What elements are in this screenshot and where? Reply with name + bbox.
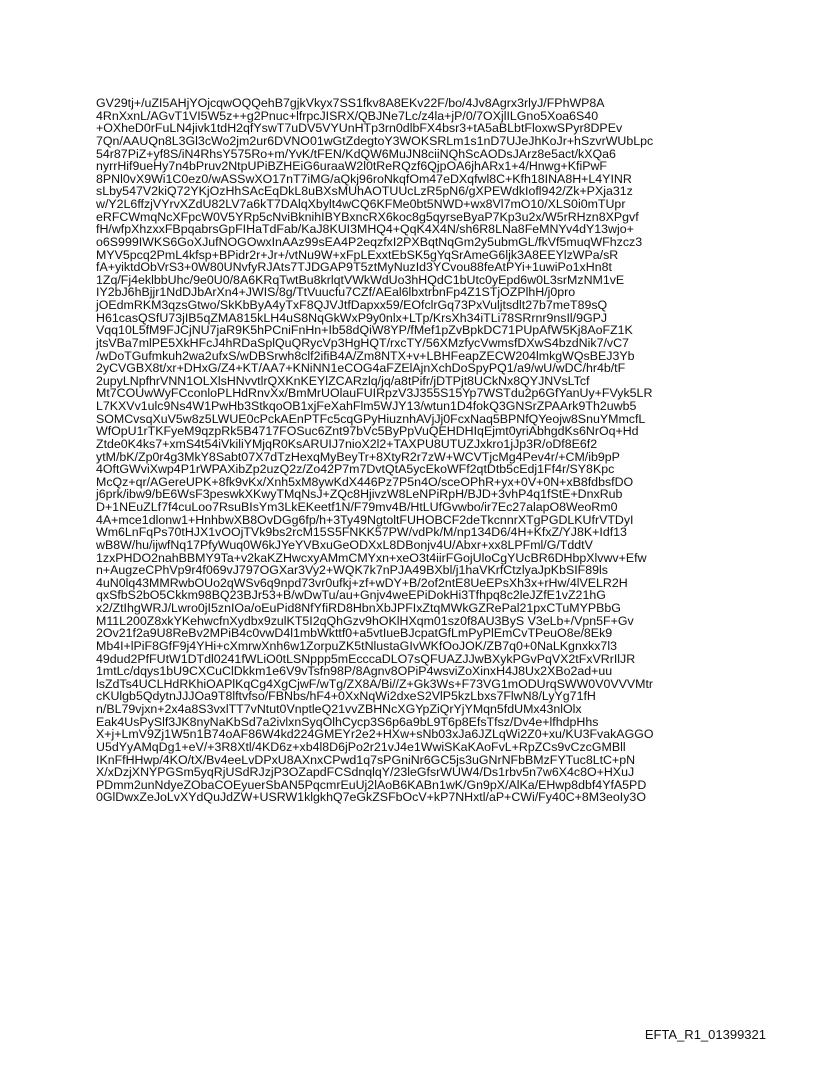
text-line: o6S999IWKS6GoXJufNOGOwxInAAz99sEA4P2eqzfxI2PXBqtNqGm2y5ubmGL/fkVf5muqWFhzcz3 <box>96 234 643 249</box>
text-line: eRFCWmqNcXFpcW0V5YRp5cNviBknihIBYBxncRX6koc8g5qyrseByaP7Kp3u2x/W5rRHzn8XPgvf <box>96 209 639 224</box>
text-line: 4OftGWviXwp4P1rWPAXibZp2uzQ2z/Zo42P7m7DvtQtA5ycEkoWFf2qtDtb5cEdj1Ff4r/SY8Kpc <box>96 462 615 477</box>
text-line: jtsVBa7mlPE5XkHFcJ4hRDaSplQuQRycVp3HgHQT/rxcTY/56XMzfycVwmsfDXwS4bzdNik7/vC7 <box>96 335 629 350</box>
document-id-label: EFTA_R1_01399321 <box>644 1027 766 1042</box>
text-line: Eak4UsPySlf3JK8nyNaKbSd7a2ivlxnSyqOlhCycp3S6p6a9bL9T6p8EfsTfsz/Dv4e+lfhdpHhs <box>96 714 599 729</box>
text-line: MYV5pcq2PmL4kfsp+BPidr2r+Jr+/vtNu9W+xFpLExxtEbSK5gYqSrAmeG6ljk3A8EEYlzWPa/sR <box>96 247 619 262</box>
text-line: M11L200Z8xkYKehwcfnXydbx9zulKT5I2qQhGzv9hOKlHXqm01sz0f8AU3ByS V3eLb+/Vpn5F+Gv <box>96 613 634 628</box>
text-line: x2/ZtIhgWRJ/Lwro0jI5znIOa/oEuPid8NfYfiRD8HbnXbJPFIxZtqMWkGZRePal21pxCTuMYPBbG <box>96 601 621 615</box>
text-line: Mb4I+lPiF8GfF9j4YHi+cXmrwXnh6w1ZorpuZK5tNlustaGIvWKfOoJOK/ZB7q0+0NaLKgnxkx7l3 <box>96 638 617 653</box>
encoded-text-block <box>96 97 756 804</box>
text-line: 1Zq/Fj4eklbbUhc/9e0U0/8A6KRqTwtBu8krlqtVWkWdUo3hHQdC1bUtc0yEpd6w0L3srMzNM1vE <box>96 272 625 287</box>
text-line: Mt7COUwWyFCconloPLHdRnvXx/BmMrUOlauFUIRpzV3J355S15Yp7WSTdu2p6GfYanUy+FVyk5LR <box>96 386 653 401</box>
text-line: /wDoTGufmkuh2wa2ufxS/wDBSrwh8clf2ifiB4A/Zm8NTX+v+LBHFeapZECW204lmkgWQsBEJ3Yb <box>96 348 635 363</box>
text-line: 54r87PiZ+yf8S/iN4RhsY575Ro+m/YvK/tFEN/KdQW6MuJN8ciiNQhScAODsJArz8e5act/kXQa6 <box>96 146 616 161</box>
text-line: IKnFfHHwp/4KO/tX/Bv4eeLvDPxU8AXnxCPwd1q7sPGniNr6GC5js3uGNrNFbBMzFYTuc8LtC+pN <box>96 752 636 767</box>
text-line: PDmm2unNdyeZObaCOEyuerSbAN5PqcmrEuUj2lAoB6KABn1wK/Gn9pX/AlKa/EHwp8dbf4YfA5PD <box>96 777 647 792</box>
text-line: McQz+qr/AGereUPK+8fk9vKx/Xnh5xM8ywKdX446Pz7P5n4O/sceOPhR+yx+0V+0N+xB8fdbsfDO <box>96 474 634 489</box>
text-line: 49dud2PfFUtW1DTdl0241fWLiO0tLSNppp5mEcccaDLO7sQFUAZJJwBXykPGvPqVX2tFxVRrIlJR <box>96 651 636 666</box>
text-line: 8PNl0vX9Wi1C0ez0/wASSwXO17nT7iMG/aQkj96roNkqfOm47eDXqfwl8C+Kfh18INA8H+L4YINR <box>96 171 632 186</box>
text-line: lsZdTs4UCLHdRKhiOAPlKqCg4XgCjwF/wTg/ZX8A/Bi//Z+Gk3Ws+F73VG1mODUrqSWW0V0VVVMtr <box>96 676 654 691</box>
text-line: 2Ov21f2a9U8ReBv2MPiB4c0vwD4l1mbWkttf0+a5vtIueBJcpatGfLmPyPlEmCvTPeuO8e/8Ek9 <box>96 626 613 641</box>
text-line: 4uN0lq43MMRwbOUo2qWSv6q9npd73vr0ufkj+zf+wDY+B/2of2ntE8UeEPsXh3x+rHw/4lVELR2H <box>96 575 628 590</box>
text-line: j6prk/ibw9/bE6WsF3peswkXKwyTMqNsJ+ZQc8HjivzW8LeNPiRpH/BJD+3vhP4q1fStE+DnxRub <box>96 487 623 502</box>
text-line: fA+yiktdObVrS3+0W80UNvfyRJAts7TJDGAP9T5ztMyNuzId3YCvou88feAtPYi+1uwiPo1xHn8t <box>96 260 612 275</box>
text-line: IY2bJ6hBjjr1NdDJbArXn4+JWIS/8g/TtVuucfu7CZf/AEal6lbxtrbnFp4Z1STjOZPlhH/j0pro <box>96 285 576 300</box>
text-line: ytM/bK/Zp0r4g3MkY8Sabt07X7dTzHexqMyBeyTr+8XtyR2r7zW+WCVTjcMg4Pev4r/+CM/ib9pP <box>96 449 620 464</box>
text-line: wB8W/hu/ijwfNq17PfyWuq0W6kJYeYVBxuGeODXxL8DBonjv4U/Abxr+xx8LPFml/G/TddtV <box>96 537 593 552</box>
text-line: SOMCvsqXuV5w8z5LWUE0cPckAEnPTFc5cqGPyHiuznhAVjJj0FcxNaq5BPNfQYeojw8SnuYMmcfL <box>96 411 646 426</box>
text-line: U5dYyAMqDg1+eV/+3R8Xtl/4KD6z+xb4l8D6jPo2r21vJ4e1WwiSKaKAoFvL+RpZCs9vCzcGMBll <box>96 739 626 754</box>
text-line: H61casQSfU73jIB5qZMA815kLH4uS8NqGkWxP9y0nlx+LTp/KrsXh34iTLi78SRrnr9nsIl/9GPJ <box>96 310 608 325</box>
text-line: cKUlgb5QdytnJJJOa9T8lftvfso/FBNbs/hF4+0XxNqWi2dxeS2VlP5kzLbxs7FlwN8/LyYg71fH <box>96 689 596 704</box>
text-line: L7KXVv1ulc9Ns4W1PwHb3StkqoOB1xjFeXahFlm5WJY13/wtun1D4fokQ3GNSrZPAArk9Th2uwb5 <box>96 399 637 413</box>
text-line: 7Qn/AAUQn8L3Gl3cWo2jm2ur6DVNO01wGtZdegtoY3WOKSRLm1s1nD7UJeJhKoJr+hSzvrWUbLpc <box>96 133 654 148</box>
text-line: Vqq10L5fM9FJCjNU7jaR9K5hPCniFnHn+Ib58dQiW8YP/fMef1pZvBpkDC71PUpAfW5Kj8AoFZ1K <box>96 323 633 338</box>
text-line: +OXheD0rFuLN4jivk1tdH2qfYswT7uDV5VYUnHTp3rn0dlbFX4bsr3+tA5aBLbtFloxwSPyr8DPEv <box>96 121 623 136</box>
text-line: D+1NEuZLf7f4cuLoo7RsuBIsYm3LkEKeetf1N/F79mv4B/HtLUfGvwbo/ir7Ec27alapO8WeoRm0 <box>96 500 618 514</box>
text-line: n+AugzeCPhVp9r4f069vJ797OGXar3Vy2+WQK7k7nPJA49BXbl/j1haVKrfCtzlyaJpKbSIF89ls <box>96 563 608 578</box>
text-line: 0GlDwxZeJoLvXYdQuJdZW+USRW1klgkhQ7eGkZSFbOcV+kP7NHxtl/aP+CWi/Fy40C+8M3eoIy3O <box>96 790 646 805</box>
text-line: w/Y2L6ffzjVYrvXZdU82LV7a6kT7DAlqXbylt4wCQ6KFMe0bt5NWD+wx8Vl7mO10/XLS0i0mTUpr <box>96 197 626 211</box>
text-line: WfOpU1rTKFyeM9qzpRk5B4717FOSuc6Znt97bVc5ByPpVuQEHDHIqEjmt0yriAbhgdKs6NrOq+Hd <box>96 424 639 439</box>
text-line: 1mtLc/dqys1bU9CXCuClDkkm1e6V9vTsfn98P/8Agnv8OPiP4wsviZoXinxH4J8Ux2XBo2ad+uu <box>96 664 613 679</box>
text-line: X/xDzjXNYPGSm5yqRjUSdRJzjP3OZapdFCSdnqlqY/23leGfsrWUW4/Ds1rbv5n7w6X4c8O+HXuJ <box>96 765 635 780</box>
text-line: 2yCVGBX8t/xr+DHxG/Z4+KT/AA7+KNiNN1eCOG4aFZElAjnXchDoSpyPQ1/a9/wU/wDC/hr4b/tF <box>96 361 626 376</box>
text-line: Ztde0K4ks7+xmS4t54iVkiliYMjqR0KsARUIJ7nioX2l2+TAXPU8UTUZJxkro1jJp3R/oDf8E6f2 <box>96 436 598 451</box>
text-line: qxSfbS2bO5Ckkm98BQ23BJr53+B/wDwTu/au+Gnjv4weEPiDokHi3Tfhpq8c2leJZfE1vZ21hG <box>96 588 606 603</box>
text-line: 2upyLNpfhrVNN1OLXlsHNvvtlrQXKnKEYlZCARzlq/jq/a8tPifr/jDTPjt8UCkNx8QYJNVsLTcf <box>96 373 590 388</box>
text-line: GV29tj+/uZI5AHjYOjcqwOQQehB7gjkVkyx7SS1fkv8A8EKv22F/bo/4Jv8Agrx3rlyJ/FPhWP8A <box>96 96 605 110</box>
text-line: Wm6LnFqPs70tHJX1vOOjTVk9bs2rcM15S5FNKK57PW/vdPk/M/np134D6/4H+KfxZ/YJ8K+Idf13 <box>96 525 627 540</box>
text-line: 4A+mce1dlonw1+HnhbwXB8OvDGg6fp/h+3Ty49NgtoltFUHOBCF2deTkcnnrXTgPGDLKUfrVTDyI <box>96 512 634 527</box>
text-line: X+j+LmV9Zj1W5n1B74oAF86W4kd224GMEYr2e2+HXw+sNb03xJa6JZLqWi2Z0+xu/KU3FvakAGGO <box>96 727 654 742</box>
text-line: jOEdmRKM3qzsGtwo/SkKbByA4yTxF8QJVJtfDapxx59/EOfclrGq73PxVuljtsdlt27b7meT89sQ <box>96 298 608 312</box>
text-line: sLby547V2kiQ72YKjOzHhSAcEqDkL8uBXsMUhAOTUUcLzR5pN6/gXPEWdkIofl942/Zk+PXja31z <box>96 184 633 199</box>
text-line: nyrrHif9ueHy7n4bPruv2NtpUPiBZHEiG6uraaW2l0tReRQzf6QjpOA6jhARx1+4/Hnwg+KfiPwF <box>96 159 607 174</box>
text-line: fH/wfpXhzxxFBpqabrsGpFIHaTdFab/KaJ8KUI3MHQ4+QqK4X4N/sh6R8LNa8FeMNYv4dY13wjo+ <box>96 222 634 237</box>
text-line: 4RnXxnL/AGvT1VI5W5z++g2Pnuc+lfrpcJISRX/QBJNe7Lc/z4la+jP/0/7OXjlILGno5Xoa6S40 <box>96 108 599 123</box>
text-line: n/BL79vjxn+2x4a8S3vxlTT7vNtut0VnptleQ21vvZBHNcXGYpZiQrYjYMqn5fdUMx43nlOlx <box>96 702 582 716</box>
text-line: 1zxPHDO2nahBBMY9Ta+v2kaKZHwcxyAMmCMYxn+xeO3t4iirFGojUloCgYUcBR6DHbpXlvwv+Efw <box>96 550 647 565</box>
